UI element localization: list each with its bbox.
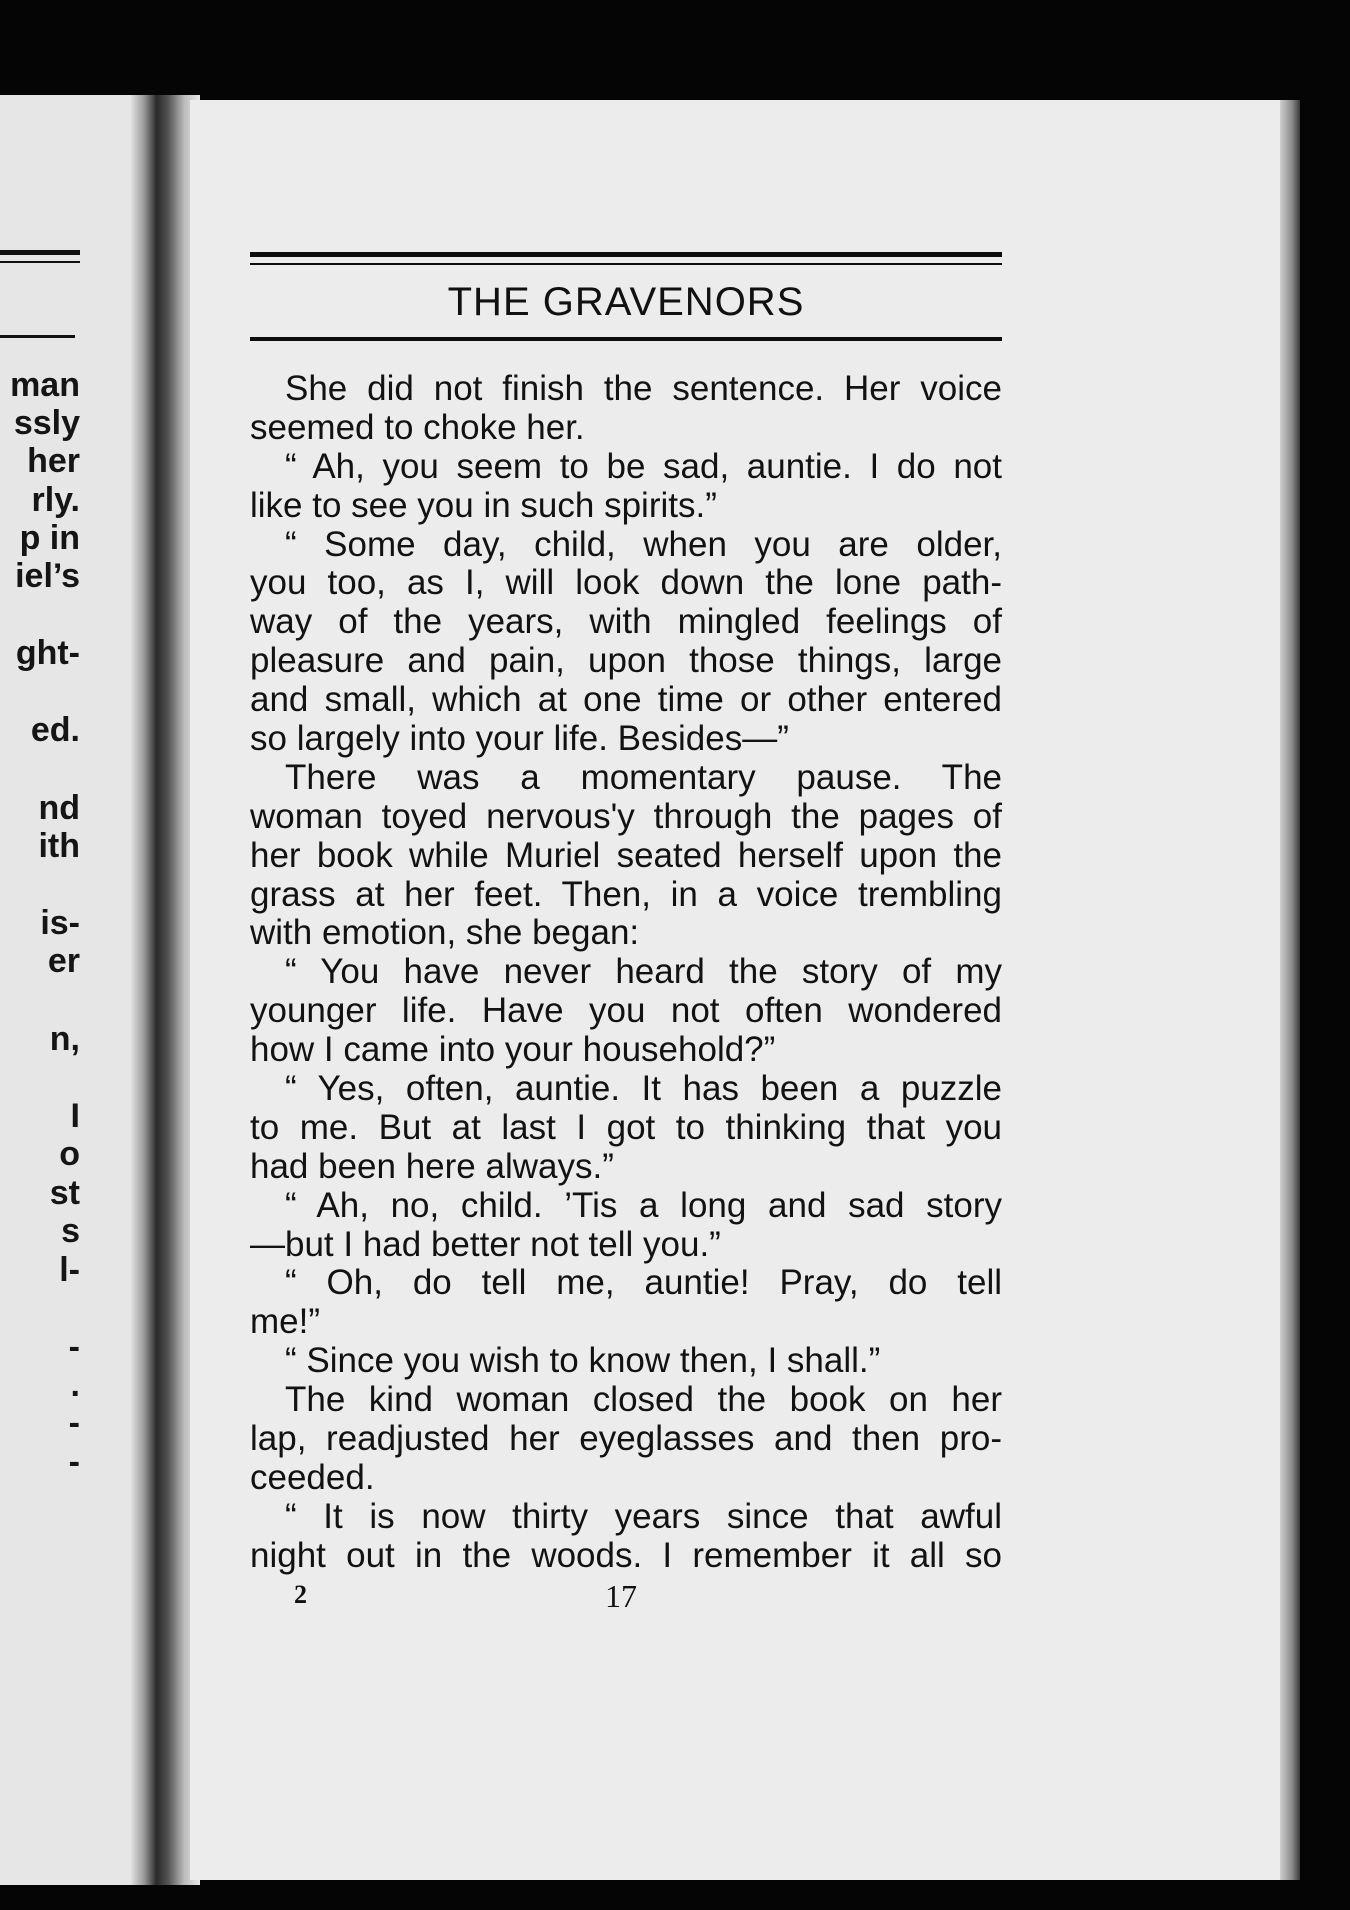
- text-line: —but I had better not tell you.”: [250, 1224, 721, 1264]
- header-rule: [0, 261, 80, 263]
- text-line: “ You have never heard the story of my: [285, 952, 1002, 992]
- previous-page-line-fragment: her: [27, 442, 80, 480]
- text-line: lap, readjusted her eyeglasses and then pro-: [250, 1419, 1002, 1459]
- previous-page-line-fragment: iel’s: [15, 557, 80, 595]
- text-line: “ Since you wish to know then, I shall.”: [285, 1341, 881, 1381]
- previous-page-line-fragment: st: [49, 1174, 80, 1212]
- text-line: had been here always.”: [250, 1146, 614, 1186]
- previous-page-line-fragment: ed.: [30, 711, 80, 749]
- text-line: “ Ah, you seem to be sad, auntie. I do not: [285, 446, 1002, 486]
- previous-page-line-fragment: man: [10, 366, 80, 404]
- header-rule: [0, 250, 80, 255]
- text-line: so largely into your life. Besides—”: [250, 719, 789, 759]
- text-line: woman toyed nervous'y through the pages of: [250, 796, 1002, 836]
- text-line: with emotion, she began:: [250, 913, 640, 953]
- text-line: night out in the woods. I remember it all so: [250, 1535, 1002, 1575]
- page-body-text: [250, 370, 1002, 1576]
- previous-page-line-fragment: er: [47, 942, 80, 980]
- text-line: me!”: [250, 1302, 320, 1342]
- text-line: how I came into your household?”: [250, 1030, 776, 1070]
- text-line: “ Yes, often, auntie. It has been a puzzle: [285, 1069, 1002, 1109]
- previous-page-line-fragment: o: [59, 1135, 80, 1173]
- previous-page-line-fragment: .: [70, 1366, 80, 1404]
- previous-page-line-fragment: ssly: [13, 404, 80, 442]
- previous-page-line-fragment: is-: [40, 904, 80, 942]
- signature-mark: 2: [294, 1580, 307, 1609]
- header-rule: [0, 335, 75, 338]
- text-line: you too, as I, will look down the lone path-: [250, 563, 1002, 603]
- text-line: to me. But at last I got to thinking that you: [250, 1107, 1002, 1147]
- previous-page-line-fragment: rly.: [31, 481, 80, 519]
- text-line: way of the years, with mingled feelings of: [250, 602, 1002, 642]
- previous-page-line-fragment: s: [61, 1212, 80, 1250]
- previous-page-line-fragment: I: [70, 1097, 80, 1135]
- previous-page-line-fragment: -: [68, 1328, 80, 1366]
- text-line: “ It is now thirty years since that awful: [285, 1496, 1002, 1536]
- text-line: There was a momentary pause. The: [285, 757, 1002, 797]
- text-line: seemed to choke her.: [250, 407, 585, 447]
- text-line: like to see you in such spirits.”: [250, 485, 717, 525]
- previous-page-line-fragment: nd: [38, 789, 80, 827]
- text-line: She did not finish the sentence. Her voice: [285, 369, 1002, 408]
- header-double-rule-top: [250, 252, 1002, 257]
- text-line: “ Some day, child, when you are older,: [285, 524, 1002, 564]
- previous-page-line-fragment: ght-: [15, 634, 80, 672]
- previous-page-line-fragment: -: [68, 1443, 80, 1481]
- text-line: grass at her feet. Then, in a voice trembling: [250, 874, 1002, 914]
- previous-page-line-fragment: n,: [49, 1020, 80, 1058]
- text-line: ceeded.: [250, 1457, 375, 1497]
- text-line: younger life. Have you not often wondered: [250, 991, 1002, 1031]
- page-edge: [1280, 100, 1300, 1880]
- previous-page-line-fragment: l-: [59, 1251, 80, 1289]
- page-number: 17: [605, 1578, 637, 1614]
- previous-page-line-fragment: -: [68, 1404, 80, 1442]
- header-double-rule-bottom: [250, 263, 1002, 265]
- running-title: THE GRAVENORS: [447, 280, 805, 324]
- text-line: pleasure and pain, upon those things, large: [250, 641, 1002, 681]
- text-line: The kind woman closed the book on her: [285, 1380, 1002, 1420]
- text-line: her book while Muriel seated herself upon the: [250, 835, 1002, 875]
- previous-page-line-fragment: ith: [38, 827, 80, 865]
- previous-page-line-fragment: p in: [19, 519, 80, 557]
- text-line: and small, which at one time or other entered: [250, 680, 1002, 720]
- text-line: “ Ah, no, child. ’Tis a long and sad story: [285, 1185, 1002, 1225]
- text-line: “ Oh, do tell me, auntie! Pray, do tell: [285, 1263, 1002, 1303]
- header-rule-under-title: [250, 337, 1002, 341]
